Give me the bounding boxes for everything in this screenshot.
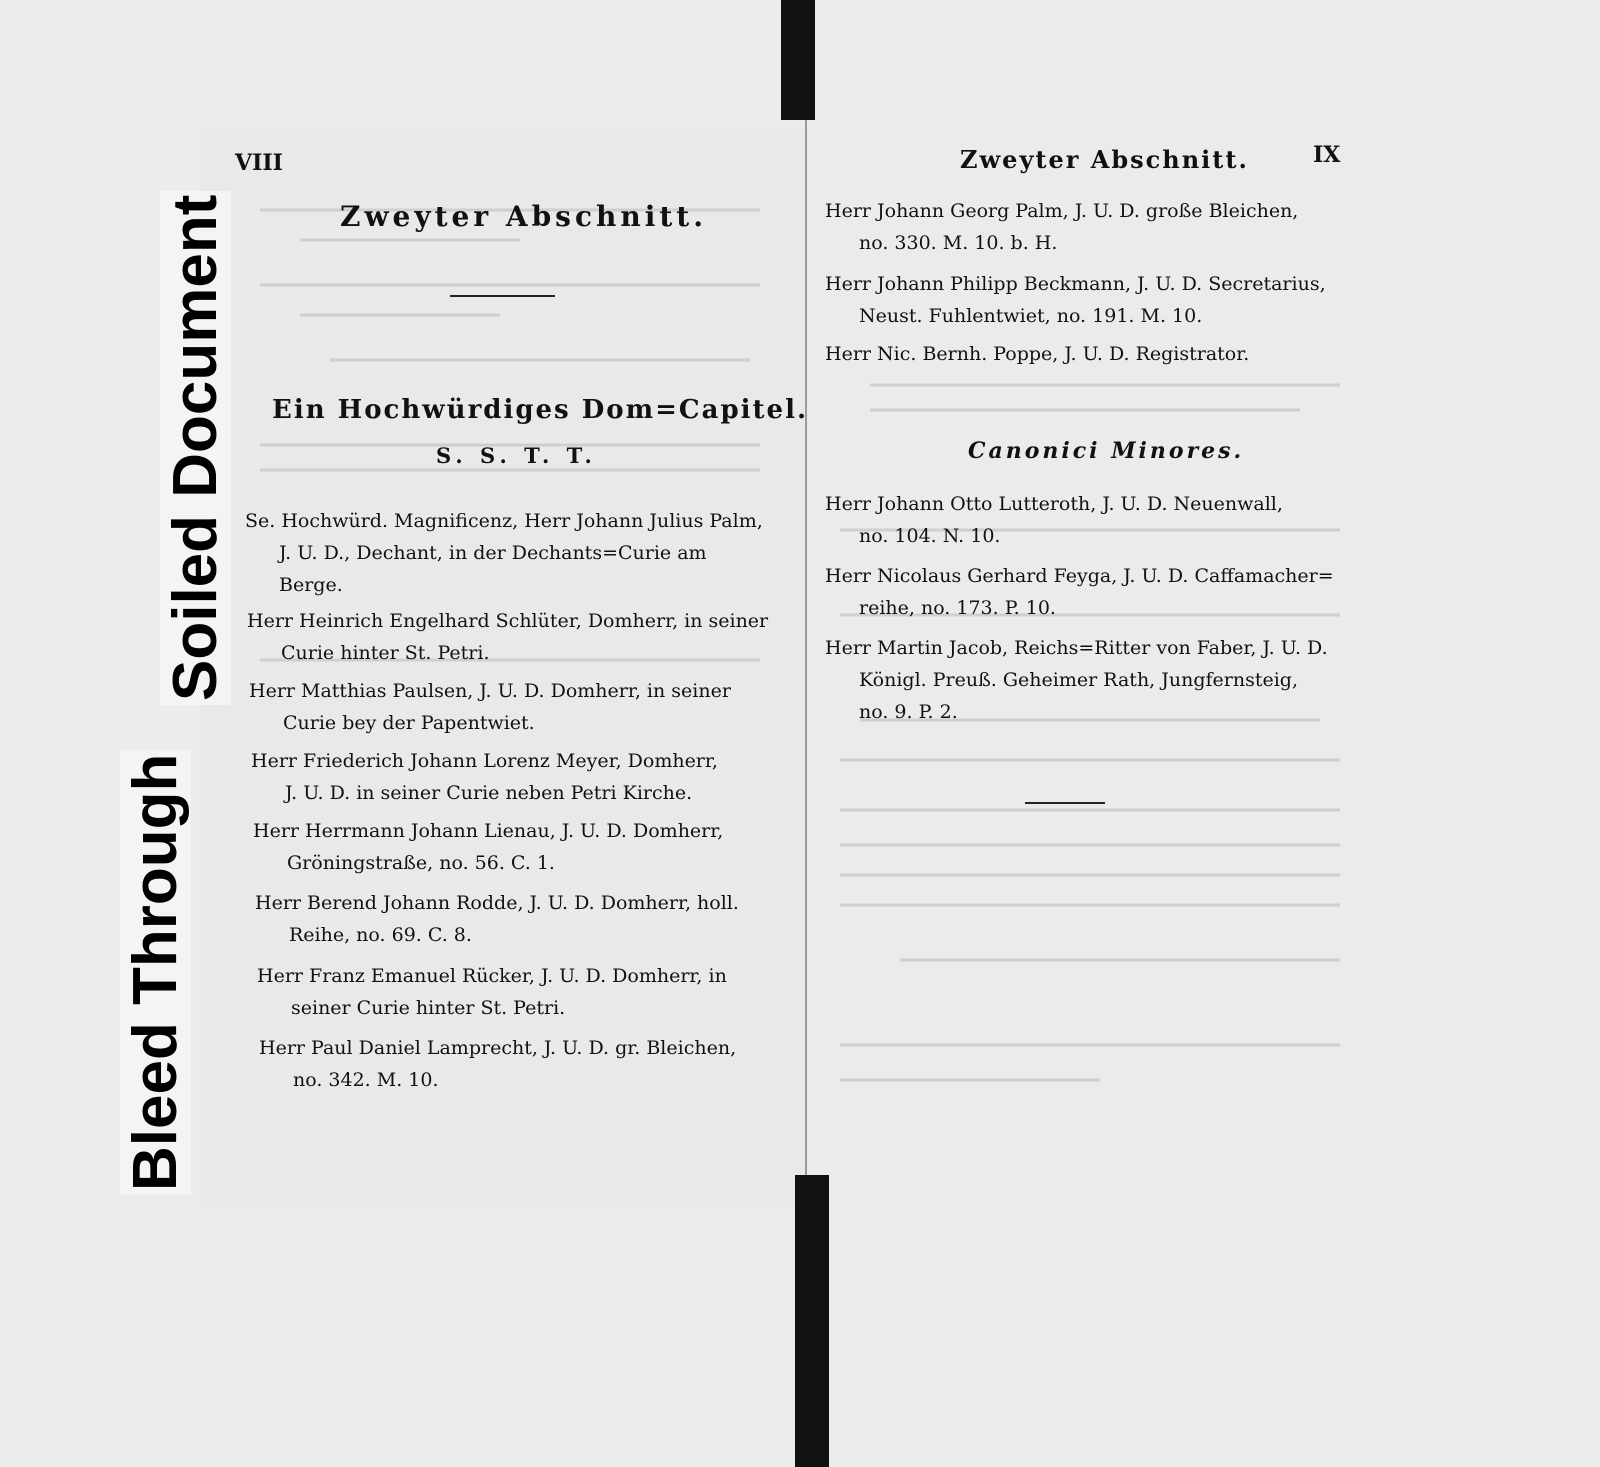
- entry-line: no. 330. M. 10. b. H.: [859, 232, 1058, 254]
- left-entry-7: [257, 960, 727, 1024]
- right-entry-4: [825, 488, 1283, 552]
- entry-line: Herr Herrmann Johann Lienau, J. U. D. Domherr,: [253, 820, 724, 842]
- entry-line: Herr Johann Georg Palm, J. U. D. große Bleichen,: [825, 200, 1299, 222]
- bleed-through-label: Bleed Through: [120, 750, 191, 1195]
- left-entry-6: [255, 887, 739, 951]
- left-heading-rule: [450, 295, 555, 297]
- entry-line: Königl. Preuß. Geheimer Rath, Jungfernsteig,: [859, 669, 1299, 691]
- entry-line: Reihe, no. 69. C. 8.: [289, 924, 472, 946]
- section-title: Ein Hochwürdiges Dom=Capitel.: [272, 395, 809, 425]
- entry-line: no. 104. N. 10.: [859, 525, 1001, 547]
- entry-line: Berge.: [279, 574, 343, 596]
- soiled-document-label: Soiled Document: [160, 191, 231, 705]
- left-entry-8: [259, 1032, 736, 1096]
- entry-line: J. U. D., Dechant, in der Dechants=Curie am: [279, 542, 707, 564]
- entry-line: Herr Berend Johann Rodde, J. U. D. Domherr, holl.: [255, 892, 739, 914]
- entry-line: Herr Johann Philipp Beckmann, J. U. D. Secretarius,: [825, 273, 1326, 295]
- entry-line: Herr Paul Daniel Lamprecht, J. U. D. gr. Bleichen,: [259, 1037, 737, 1059]
- left-page-heading: Zweyter Abschnitt.: [340, 200, 707, 233]
- right-entry-2: [825, 268, 1326, 332]
- entry-line: seiner Curie hinter St. Petri.: [291, 997, 566, 1019]
- left-entry-4: [251, 745, 718, 809]
- entry-line: Curie hinter St. Petri.: [281, 642, 490, 664]
- entry-line: Herr Franz Emanuel Rücker, J. U. D. Domherr, in: [257, 965, 727, 987]
- entry-line: no. 342. M. 10.: [293, 1069, 439, 1091]
- entry-line: Herr Matthias Paulsen, J. U. D. Domherr, in seiner: [249, 680, 731, 702]
- right-entry-3: [825, 338, 1249, 370]
- entry-line: Herr Johann Otto Lutteroth, J. U. D. Neuenwall,: [825, 493, 1283, 515]
- entry-line: Curie bey der Papentwiet.: [283, 712, 535, 734]
- left-page-number: VIII: [235, 150, 283, 176]
- entry-line: no. 9. P. 2.: [859, 701, 958, 723]
- right-entry-6: [825, 632, 1328, 728]
- right-page-number: IX: [1313, 142, 1341, 168]
- left-entry-5: [253, 815, 723, 879]
- entry-line: Herr Nicolaus Gerhard Feyga, J. U. D. Caffamacher=: [825, 565, 1334, 587]
- canonici-heading: Canonici Minores.: [968, 438, 1245, 464]
- entry-line: Se. Hochwürd. Magnificenz, Herr Johann Julius Palm,: [245, 510, 763, 532]
- entry-line: Herr Nic. Bernh. Poppe, J. U. D. Registrator.: [825, 343, 1250, 365]
- right-closing-rule: [1025, 802, 1105, 804]
- entry-line: Herr Heinrich Engelhard Schlüter, Domherr, in seiner: [247, 610, 769, 632]
- section-subtitle: S. S. T. T.: [436, 443, 597, 468]
- left-entry-3: [249, 675, 731, 739]
- left-entry-2: [247, 605, 768, 669]
- entry-line: J. U. D. in seiner Curie neben Petri Kirche.: [285, 782, 693, 804]
- right-page-heading: Zweyter Abschnitt.: [960, 145, 1249, 174]
- right-entry-5: [825, 560, 1334, 624]
- entry-line: Neust. Fuhlentwiet, no. 191. M. 10.: [859, 305, 1203, 327]
- entry-line: Herr Martin Jacob, Reichs=Ritter von Faber, J. U. D.: [825, 637, 1328, 659]
- left-entry-1: [245, 505, 763, 601]
- entry-line: Herr Friederich Johann Lorenz Meyer, Domherr,: [251, 750, 718, 772]
- entry-line: reihe, no. 173. P. 10.: [859, 597, 1056, 619]
- entry-line: Gröningstraße, no. 56. C. 1.: [287, 852, 555, 874]
- right-entry-1: [825, 195, 1298, 259]
